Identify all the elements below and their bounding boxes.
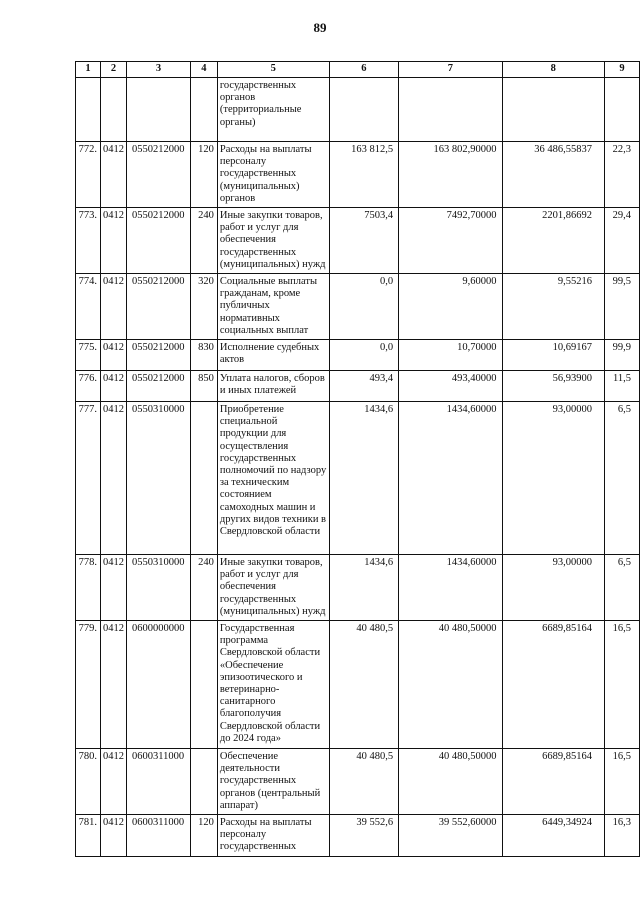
adjusted-amount-cell: 7492,70000: [399, 208, 502, 274]
target-code-cell: 0550212000: [126, 142, 190, 208]
table-row: [76, 815, 640, 857]
adjusted-amount-cell: 40 480,50000: [399, 749, 502, 815]
section-code-cell: 0412: [100, 208, 126, 274]
row-number-cell: 773.: [76, 208, 101, 274]
executed-amount-cell: 2201,86692: [502, 208, 605, 274]
page-number: 89: [313, 20, 327, 35]
row-number-cell: [76, 78, 101, 142]
planned-amount-cell: 39 552,6: [329, 815, 399, 857]
row-number-cell: 779.: [76, 621, 101, 749]
adjusted-amount-cell: 10,70000: [399, 340, 502, 371]
expense-type-code-cell: 120: [190, 142, 217, 208]
expense-type-code-cell: 320: [190, 274, 217, 340]
table-row: [76, 621, 640, 749]
execution-percent-cell: 16,5: [605, 621, 640, 749]
header-col-7: 7: [399, 62, 502, 78]
adjusted-amount-cell: 1434,60000: [399, 402, 502, 555]
header-row: [76, 62, 640, 78]
planned-amount-cell: 40 480,5: [329, 749, 399, 815]
execution-percent-cell: 6,5: [605, 555, 640, 621]
header-col-6: 6: [329, 62, 399, 78]
section-code-cell: 0412: [100, 815, 126, 857]
description-cell: Исполнение судебных актов: [217, 340, 329, 371]
expense-type-code-cell: [190, 78, 217, 142]
table-row: [76, 749, 640, 815]
adjusted-amount-cell: 40 480,50000: [399, 621, 502, 749]
execution-percent-cell: 11,5: [605, 371, 640, 402]
executed-amount-cell: 36 486,55837: [502, 142, 605, 208]
table-row: [76, 142, 640, 208]
description-cell: Иные закупки товаров, работ и услуг для обеспечения государственных (муниципальных) нужд: [217, 208, 329, 274]
description-cell: Иные закупки товаров, работ и услуг для обеспечения государственных (муниципальных) нужд: [217, 555, 329, 621]
adjusted-amount-cell: 9,60000: [399, 274, 502, 340]
planned-amount-cell: [329, 78, 399, 142]
section-code-cell: 0412: [100, 371, 126, 402]
planned-amount-cell: 1434,6: [329, 555, 399, 621]
row-number-cell: 775.: [76, 340, 101, 371]
description-cell: Расходы на выплаты персоналу государственных: [217, 815, 329, 857]
planned-amount-cell: 1434,6: [329, 402, 399, 555]
row-number-cell: 776.: [76, 371, 101, 402]
table-body: [76, 78, 640, 857]
target-code-cell: 0550212000: [126, 208, 190, 274]
section-code-cell: 0412: [100, 749, 126, 815]
expense-type-code-cell: [190, 621, 217, 749]
execution-percent-cell: 99,5: [605, 274, 640, 340]
execution-percent-cell: 16,3: [605, 815, 640, 857]
section-code-cell: 0412: [100, 402, 126, 555]
row-number-cell: 780.: [76, 749, 101, 815]
description-cell: Уплата налогов, сборов и иных платежей: [217, 371, 329, 402]
table-row: [76, 274, 640, 340]
executed-amount-cell: [502, 78, 605, 142]
row-number-cell: 778.: [76, 555, 101, 621]
description-cell: Обеспечение деятельности государственных органов (центральный аппарат): [217, 749, 329, 815]
target-code-cell: 0550212000: [126, 340, 190, 371]
adjusted-amount-cell: 39 552,60000: [399, 815, 502, 857]
planned-amount-cell: 40 480,5: [329, 621, 399, 749]
target-code-cell: [126, 78, 190, 142]
expense-type-code-cell: 830: [190, 340, 217, 371]
section-code-cell: 0412: [100, 274, 126, 340]
planned-amount-cell: 7503,4: [329, 208, 399, 274]
adjusted-amount-cell: [399, 78, 502, 142]
execution-percent-cell: [605, 78, 640, 142]
section-code-cell: 0412: [100, 621, 126, 749]
adjusted-amount-cell: 163 802,90000: [399, 142, 502, 208]
table-row: [76, 371, 640, 402]
section-code-cell: [100, 78, 126, 142]
planned-amount-cell: 493,4: [329, 371, 399, 402]
table-row: [76, 78, 640, 142]
expense-type-code-cell: 850: [190, 371, 217, 402]
description-cell: Приобретение специальной продукции для осуществления государственных полномочий по надзору за техническим состоянием самоходных машин и других видов техники в Свердловской области: [217, 402, 329, 555]
execution-percent-cell: 16,5: [605, 749, 640, 815]
header-col-9: 9: [605, 62, 640, 78]
executed-amount-cell: 6689,85164: [502, 749, 605, 815]
header-col-5: 5: [217, 62, 329, 78]
expense-type-code-cell: [190, 402, 217, 555]
header-col-8: 8: [502, 62, 605, 78]
executed-amount-cell: 9,55216: [502, 274, 605, 340]
description-cell: Социальные выплаты гражданам, кроме публичных нормативных социальных выплат: [217, 274, 329, 340]
target-code-cell: 0600311000: [126, 749, 190, 815]
executed-amount-cell: 93,00000: [502, 402, 605, 555]
table-row: [76, 402, 640, 555]
execution-percent-cell: 6,5: [605, 402, 640, 555]
target-code-cell: 0550212000: [126, 274, 190, 340]
expense-type-code-cell: [190, 749, 217, 815]
expense-type-code-cell: 120: [190, 815, 217, 857]
header-col-3: 3: [126, 62, 190, 78]
planned-amount-cell: 0,0: [329, 274, 399, 340]
adjusted-amount-cell: 1434,60000: [399, 555, 502, 621]
table-row: [76, 208, 640, 274]
executed-amount-cell: 10,69167: [502, 340, 605, 371]
target-code-cell: 0600000000: [126, 621, 190, 749]
target-code-cell: 0600311000: [126, 815, 190, 857]
expense-type-code-cell: 240: [190, 208, 217, 274]
row-number-cell: 772.: [76, 142, 101, 208]
target-code-cell: 0550310000: [126, 402, 190, 555]
description-cell: государственных органов (территориальные органы): [217, 78, 329, 142]
description-cell: Государственная программа Свердловской области «Обеспечение эпизоотического и ветеринарно-санитарного благополучия Свердловской области до 2024 года»: [217, 621, 329, 749]
description-cell: Расходы на выплаты персоналу государственных (муниципальных) органов: [217, 142, 329, 208]
section-code-cell: 0412: [100, 142, 126, 208]
header-col-1: 1: [76, 62, 101, 78]
target-code-cell: 0550212000: [126, 371, 190, 402]
execution-percent-cell: 29,4: [605, 208, 640, 274]
executed-amount-cell: 6689,85164: [502, 621, 605, 749]
row-number-cell: 781.: [76, 815, 101, 857]
executed-amount-cell: 56,93900: [502, 371, 605, 402]
executed-amount-cell: 6449,34924: [502, 815, 605, 857]
row-number-cell: 777.: [76, 402, 101, 555]
execution-percent-cell: 22,3: [605, 142, 640, 208]
target-code-cell: 0550310000: [126, 555, 190, 621]
section-code-cell: 0412: [100, 340, 126, 371]
row-number-cell: 774.: [76, 274, 101, 340]
expense-type-code-cell: 240: [190, 555, 217, 621]
section-code-cell: 0412: [100, 555, 126, 621]
planned-amount-cell: 0,0: [329, 340, 399, 371]
table-row: [76, 555, 640, 621]
executed-amount-cell: 93,00000: [502, 555, 605, 621]
adjusted-amount-cell: 493,40000: [399, 371, 502, 402]
planned-amount-cell: 163 812,5: [329, 142, 399, 208]
header-col-2: 2: [100, 62, 126, 78]
header-col-4: 4: [190, 62, 217, 78]
budget-table: [75, 61, 640, 857]
table-row: [76, 340, 640, 371]
execution-percent-cell: 99,9: [605, 340, 640, 371]
